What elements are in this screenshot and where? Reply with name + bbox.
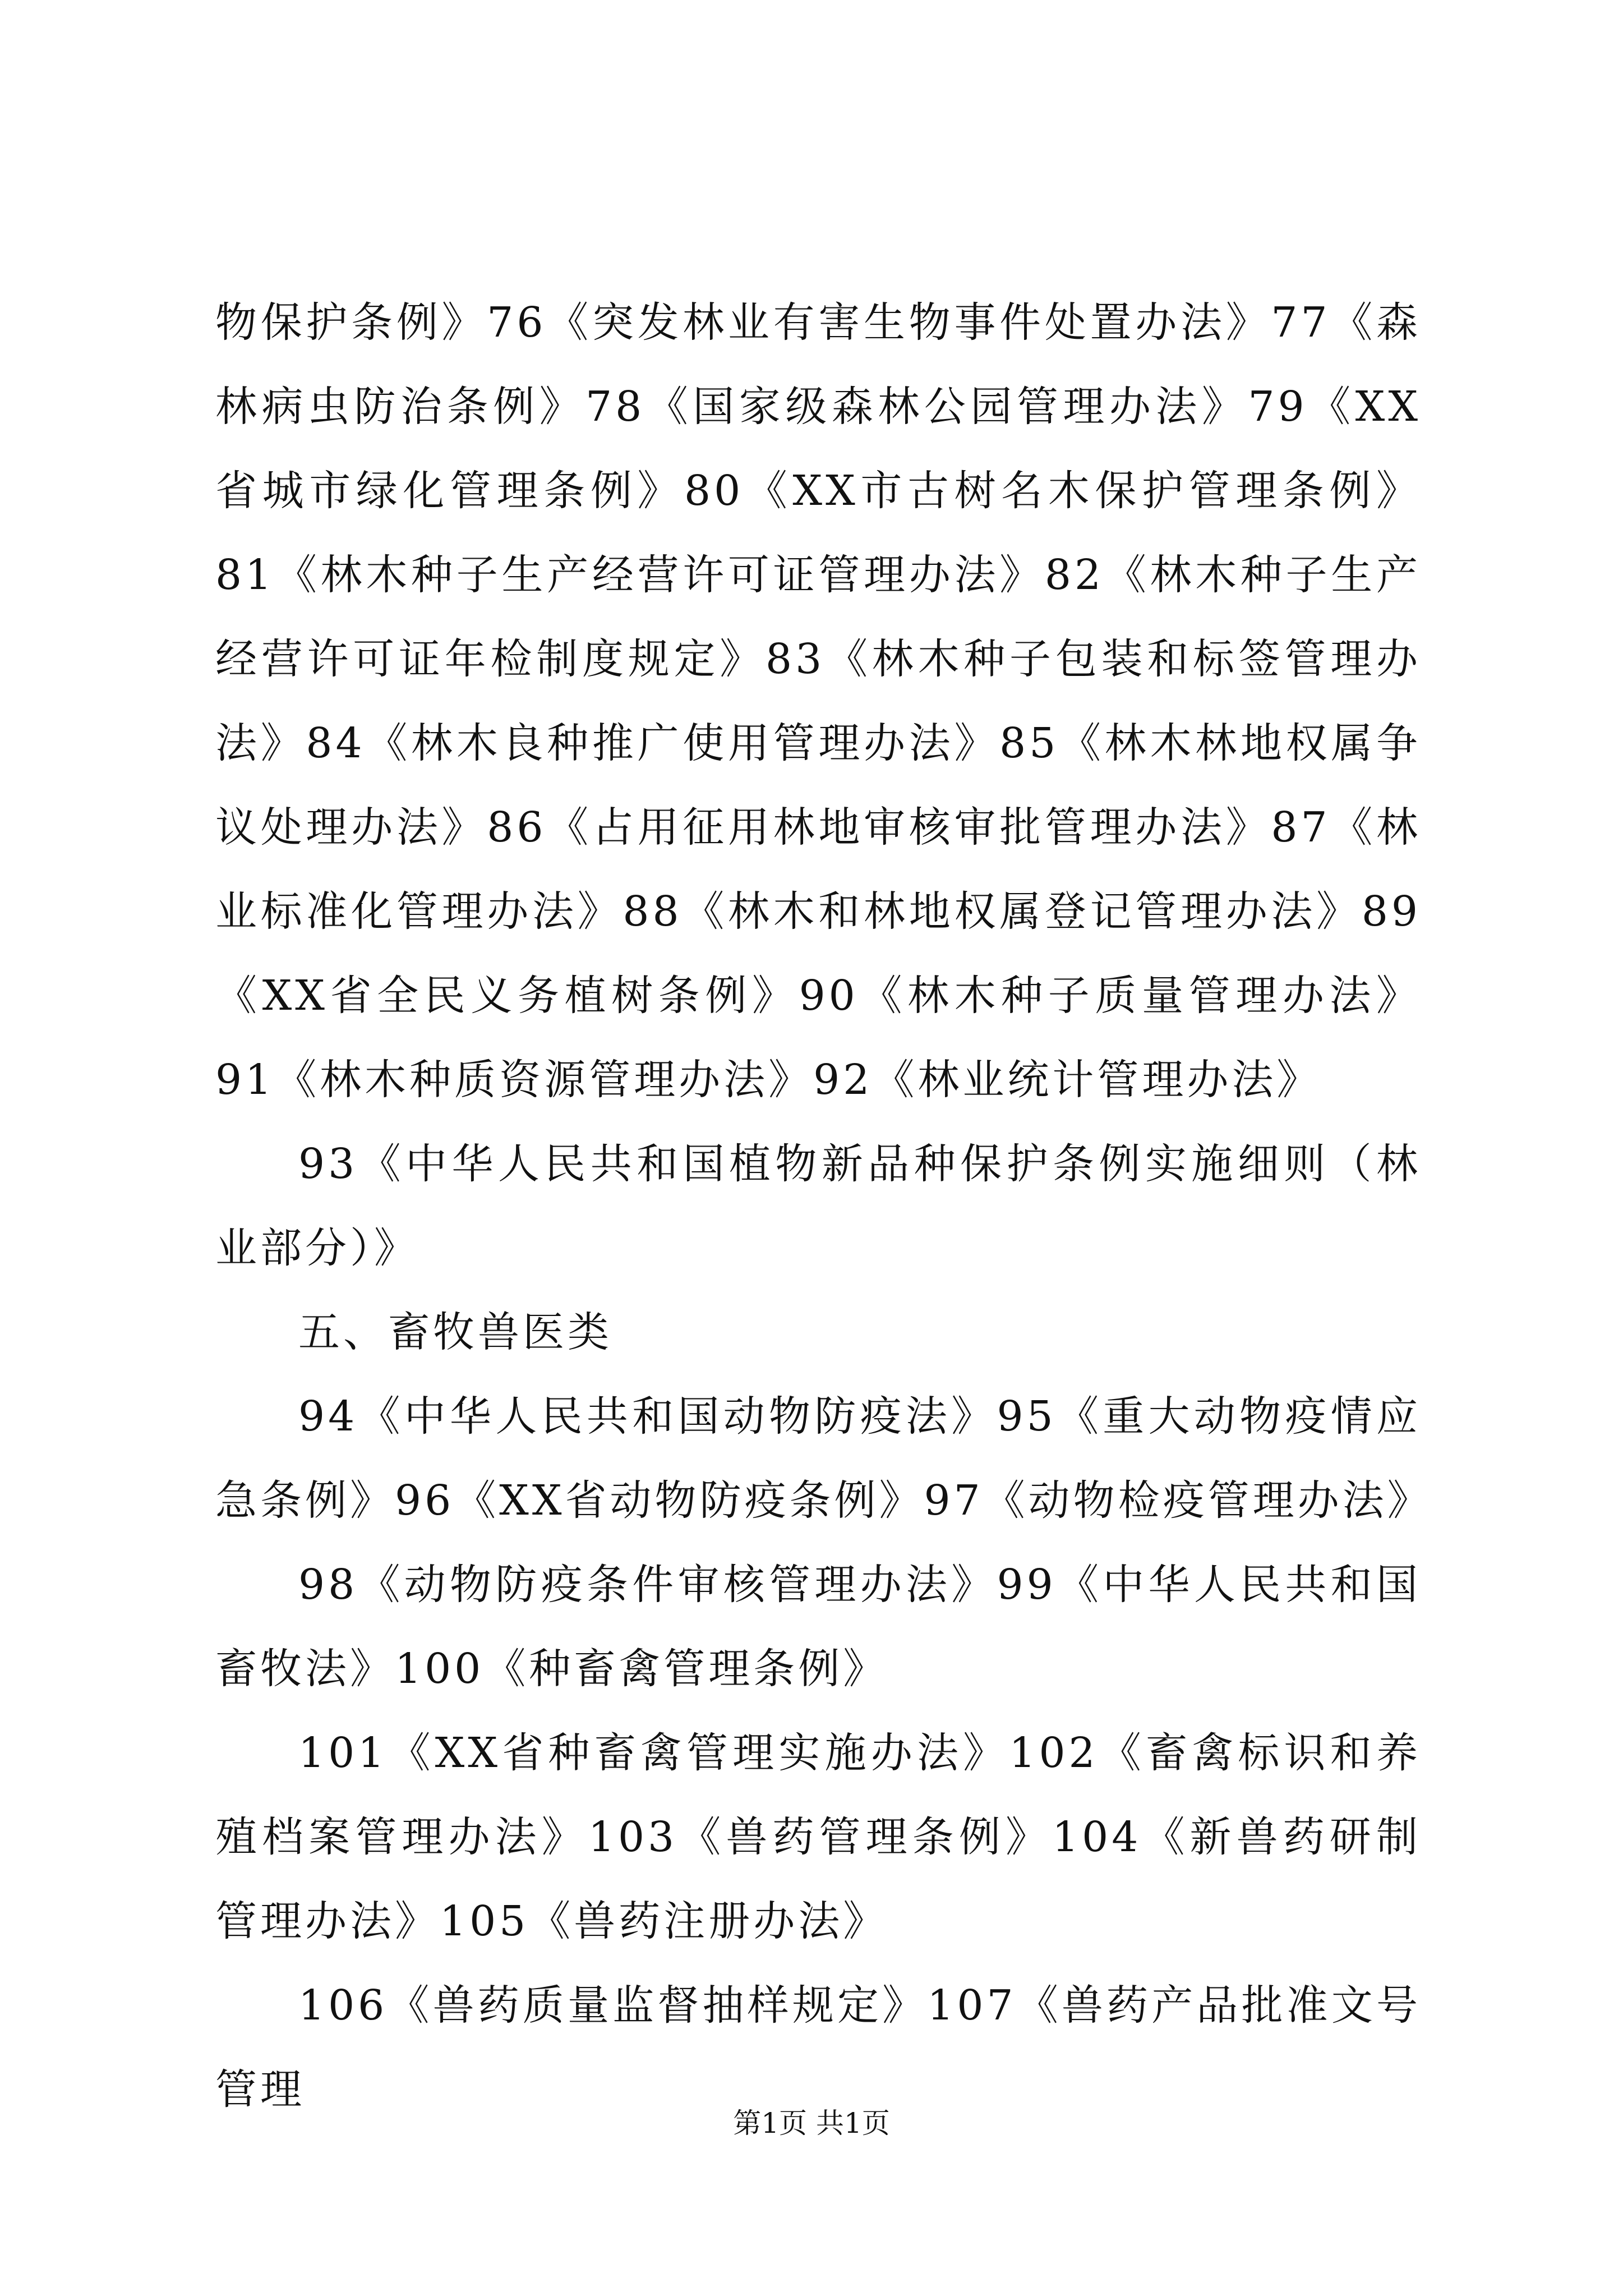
paragraph-item-93: 93《中华人民共和国植物新品种保护条例实施细则（林业部分）》 xyxy=(215,1140,1421,1272)
paragraph-items-106-107: 106《兽药质量监督抽样规定》107《兽药产品批准文号管理 xyxy=(215,1981,1421,2114)
document-body xyxy=(215,280,1432,2132)
page-footer: 第1页 共1页 xyxy=(733,2107,890,2139)
paragraph-items-94-97: 94《中华人民共和国动物防疫法》95《重大动物疫情应急条例》96《XX省动物防疫条例》97《动物检疫管理办法》 xyxy=(215,1392,1432,1525)
section-heading-livestock: 五、畜牧兽医类 xyxy=(298,1308,612,1356)
paragraph-continued-list: 物保护条例》76《突发林业有害生物事件处置办法》77《森林病虫防治条例》78《国家级森林公园管理办法》79《XX省城市绿化管理条例》80《XX市古树名木保护管理条例》81《林木种子生产经营许可证管理办法》82《林木种子生产经营许可证年检制度规定》83《林木种子包装和标签管理办法》84《林木良种推广使用管理办法》85《林木林地权属争议处理办法》86《占用征用林地审核审批管理办法》87《林业标准化管理办法》88《林木和林地权属登记管理办法》89《XX省全民义务植树条例》90《林木种子质量管理办法》91《林木种质资源管理办法》92《林业统计管理办法》 xyxy=(215,298,1421,1104)
paragraph-items-98-100: 98《动物防疫条件审核管理办法》99《中华人民共和国畜牧法》100《种畜禽管理条例》 xyxy=(215,1561,1421,1693)
paragraph-items-101-105: 101《XX省种畜禽管理实施办法》102《畜禽标识和养殖档案管理办法》103《兽药管理条例》104《新兽药研制管理办法》105《兽药注册办法》 xyxy=(215,1729,1421,1945)
